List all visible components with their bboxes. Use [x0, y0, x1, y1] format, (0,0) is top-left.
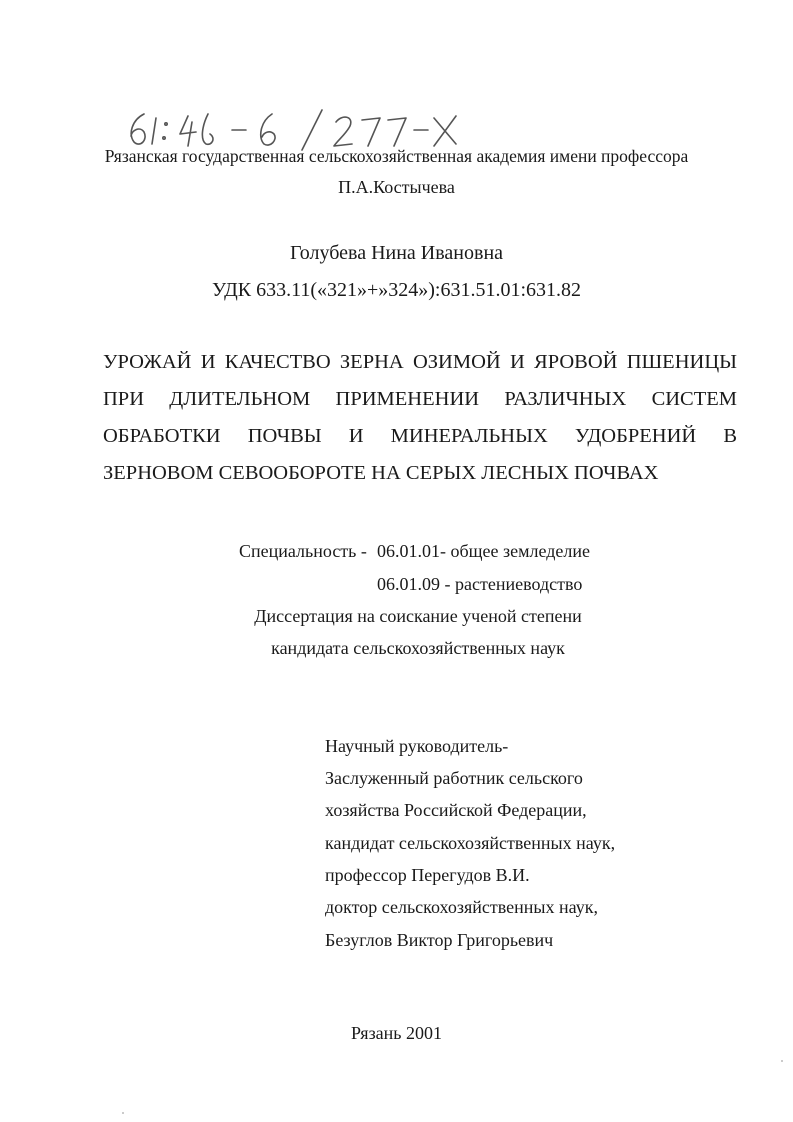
- author-name: Голубева Нина Ивановна: [289, 242, 504, 264]
- thesis-degree: Диссертация на соискание ученой степени: [254, 606, 582, 626]
- advisor-line: Научный руководитель-: [325, 736, 509, 756]
- city-year: Рязань 2001: [350, 1023, 443, 1043]
- advisor-line: доктор сельскохозяйственных наук,: [325, 897, 598, 917]
- title-line: ЗЕРНОВОМ СЕВООБОРОТЕ НА СЕРЫХ ЛЕСНЫХ ПОЧВАХ: [103, 462, 659, 484]
- scan-speck: [122, 1112, 124, 1114]
- dissertation-title: [103, 344, 737, 492]
- advisor-line: Заслуженный работник сельского: [325, 768, 583, 788]
- scan-speck: [781, 1060, 783, 1062]
- specialty-code: 06.01.01- общее земледелие: [377, 541, 590, 561]
- advisor-line: Безуглов Виктор Григорьевич: [325, 930, 554, 950]
- institution-name: Рязанская государственная сельскохозяйственная академия имени профессора: [104, 146, 689, 166]
- specialty-label: Специальность -: [239, 541, 367, 561]
- udk-code: УДК 633.11(«321»+»324»):631.51.01:631.82: [211, 279, 582, 301]
- advisor-line: хозяйства Российской Федерации,: [325, 800, 587, 820]
- advisor-line: профессор Перегудов В.И.: [325, 865, 530, 885]
- title-line: ПРИ ДЛИТЕЛЬНОМ ПРИМЕНЕНИИ РАЗЛИЧНЫХ СИСТЕМ: [103, 388, 737, 410]
- title-line: УРОЖАЙ И КАЧЕСТВО ЗЕРНА ОЗИМОЙ И ЯРОВОЙ ПШЕНИЦЫ: [103, 351, 737, 373]
- institution-name-cont: П.А.Костычева: [338, 177, 455, 197]
- thesis-degree-cont: кандидата сельскохозяйственных наук: [271, 638, 565, 658]
- advisor-line: кандидат сельскохозяйственных наук,: [325, 833, 616, 853]
- title-line: ОБРАБОТКИ ПОЧВЫ И МИНЕРАЛЬНЫХ УДОБРЕНИЙ В: [103, 425, 737, 447]
- specialty-code: 06.01.09 - растениеводство: [377, 574, 583, 594]
